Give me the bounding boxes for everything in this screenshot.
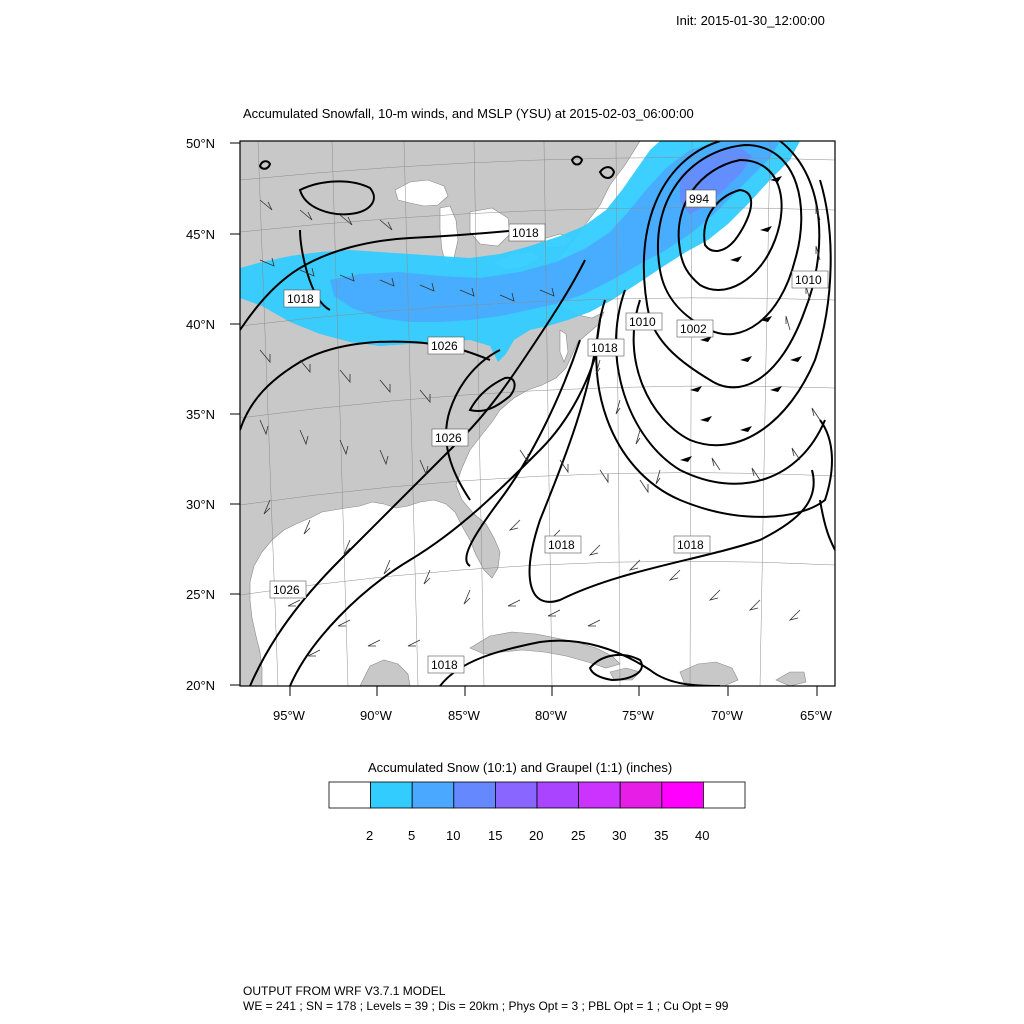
- lon-label: 70°W: [711, 708, 743, 723]
- lat-axis: [230, 143, 240, 685]
- isobar-label: [428, 337, 464, 354]
- colorbar-swatch: [495, 782, 537, 808]
- colorbar-label: 20: [529, 828, 544, 843]
- colorbar-label: 15: [488, 828, 503, 843]
- colorbar-label: 5: [408, 828, 416, 843]
- colorbar-swatch: [454, 782, 496, 808]
- isobar-label: [674, 536, 710, 553]
- colorbar-swatch: [662, 782, 704, 808]
- colorbar-title: Accumulated Snow (10:1) and Graupel (1:1) (inches): [368, 760, 673, 775]
- model-settings: WE = 241 ; SN = 178 ; Levels = 39 ; Dis = 20km ; Phys Opt = 3 ; PBL Opt = 1 ; Cu Opt = 99: [243, 999, 729, 1013]
- init-time: Init: 2015-01-30_12:00:00: [676, 13, 825, 28]
- isobar-label: [545, 536, 581, 553]
- lat-label: 45°N: [186, 227, 216, 242]
- map-title: Accumulated Snowfall, 10-m winds, and MSLP (YSU) at 2015-02-03_06:00:00: [243, 106, 694, 121]
- isobar-label: [626, 313, 662, 330]
- isobar-label: [270, 581, 306, 598]
- isobar-label: [686, 190, 716, 207]
- colorbar-swatch: [579, 782, 621, 808]
- map-canvas: [240, 141, 835, 686]
- svg-text:1018: 1018: [591, 341, 618, 355]
- svg-text:1010: 1010: [629, 315, 656, 329]
- colorbar-label: 25: [571, 828, 586, 843]
- colorbar-swatch: [703, 782, 745, 808]
- svg-text:1026: 1026: [431, 339, 458, 353]
- lon-label: 95°W: [273, 708, 305, 723]
- svg-text:1002: 1002: [680, 322, 707, 336]
- isobar-label: [284, 290, 320, 307]
- model-info: OUTPUT FROM WRF V3.7.1 MODEL: [243, 984, 446, 998]
- lon-label: 85°W: [448, 708, 480, 723]
- colorbar-label: 30: [612, 828, 627, 843]
- svg-text:994: 994: [689, 192, 710, 206]
- lon-labels: [273, 708, 833, 723]
- svg-text:1018: 1018: [677, 538, 704, 552]
- colorbar-label: 40: [695, 828, 710, 843]
- colorbar-swatch: [371, 782, 413, 808]
- svg-text:1018: 1018: [287, 292, 314, 306]
- lat-label: 40°N: [186, 317, 216, 332]
- isobar-label: [792, 271, 828, 288]
- colorbar-label: 10: [446, 828, 461, 843]
- isobar-label: [588, 339, 624, 356]
- lon-label: 80°W: [535, 708, 567, 723]
- svg-text:1018: 1018: [431, 658, 458, 672]
- lat-label: 35°N: [186, 407, 216, 422]
- isobar-label: [432, 429, 468, 446]
- lat-labels: [186, 136, 215, 693]
- lat-label: 30°N: [186, 497, 216, 512]
- lon-label: 75°W: [622, 708, 654, 723]
- colorbar-swatch: [329, 782, 371, 808]
- lat-label: 25°N: [186, 587, 216, 602]
- isobar-label: [509, 224, 545, 241]
- colorbar-swatch: [412, 782, 454, 808]
- isobar-label: [677, 320, 713, 337]
- svg-text:1026: 1026: [435, 431, 462, 445]
- svg-text:1010: 1010: [795, 273, 822, 287]
- colorbar-label: 2: [366, 828, 374, 843]
- colorbar-labels: [366, 828, 709, 843]
- svg-text:1018: 1018: [548, 538, 575, 552]
- lon-axis: [290, 686, 817, 696]
- lat-label: 20°N: [186, 678, 216, 693]
- colorbar-swatch: [537, 782, 579, 808]
- lat-label: 50°N: [186, 136, 216, 151]
- lon-label: 90°W: [360, 708, 392, 723]
- svg-text:1018: 1018: [512, 226, 539, 240]
- colorbar: [329, 782, 745, 808]
- isobar-label: [428, 656, 464, 673]
- colorbar-label: 35: [654, 828, 669, 843]
- colorbar-swatch: [620, 782, 662, 808]
- svg-text:1026: 1026: [273, 583, 300, 597]
- lon-label: 65°W: [800, 708, 832, 723]
